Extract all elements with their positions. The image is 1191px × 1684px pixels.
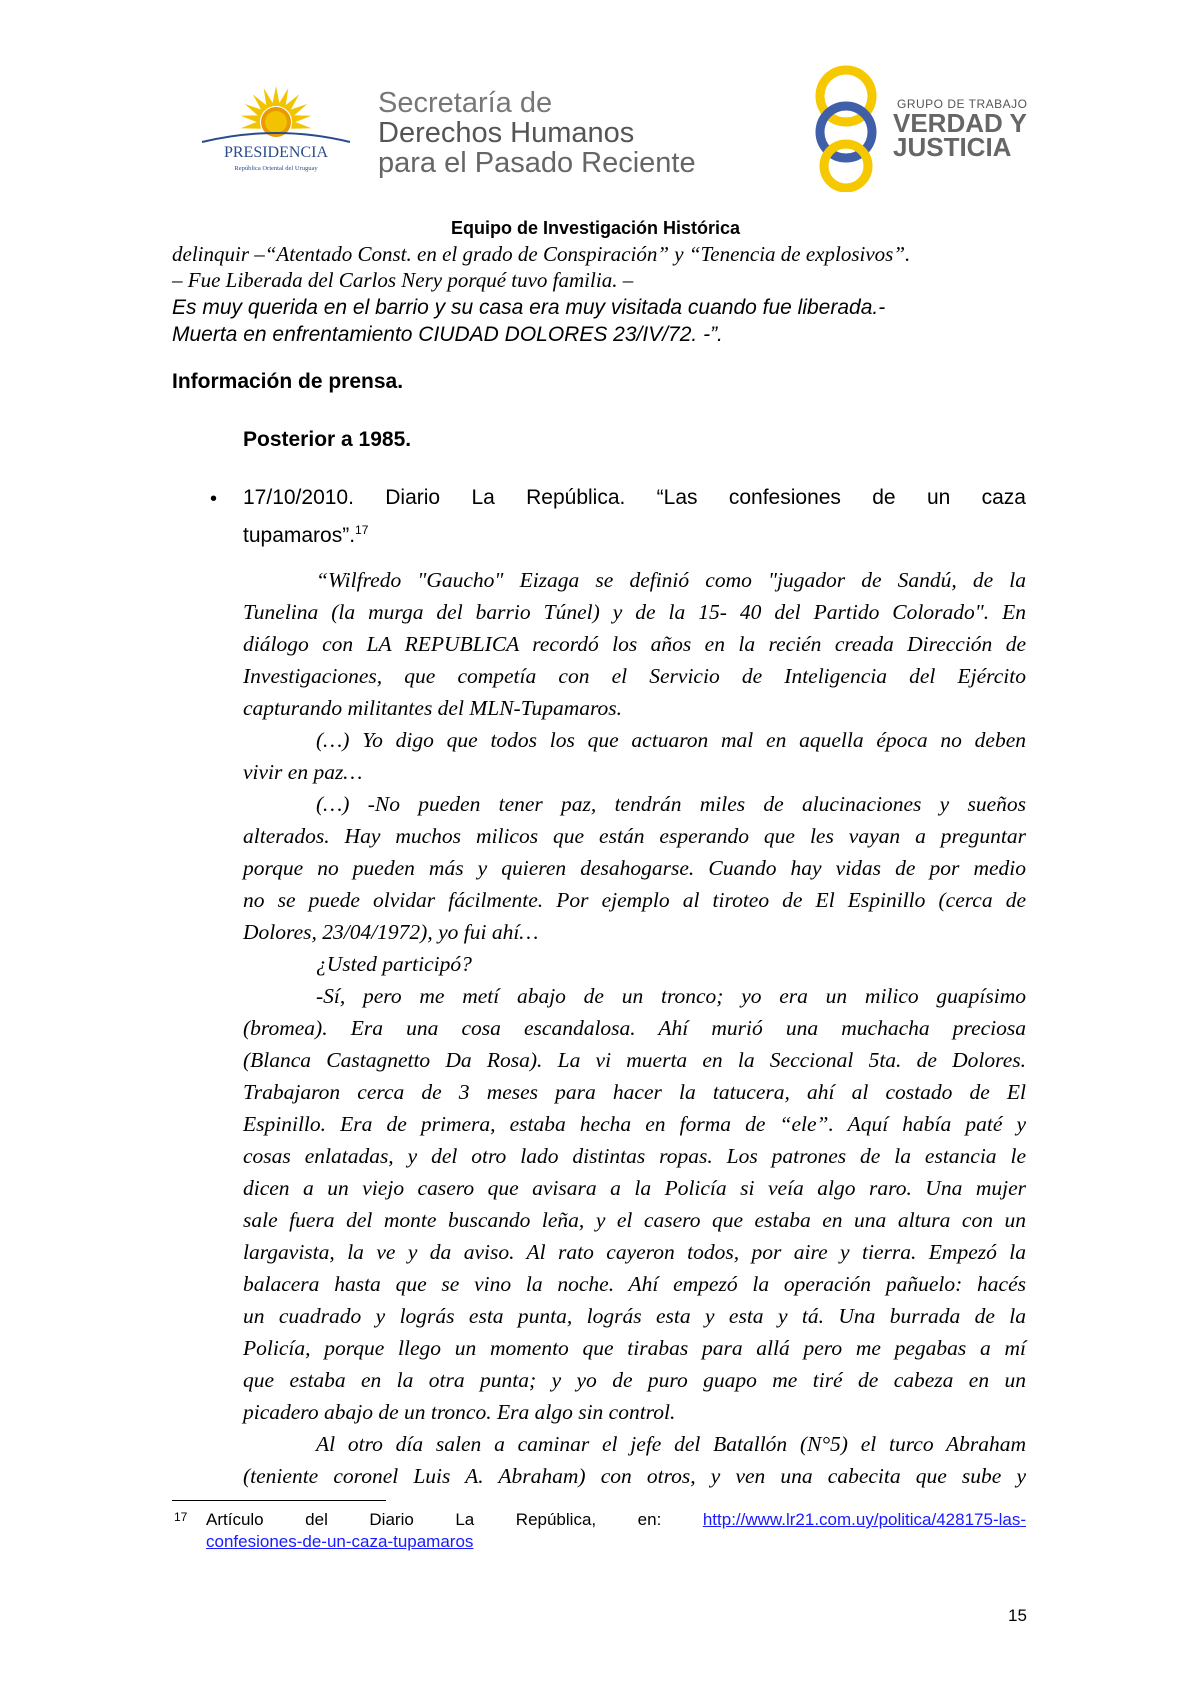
sun-icon: [202, 86, 350, 142]
quote-line: alterados. Hay muchos milicos que están esperando que les vayan a preguntar: [243, 824, 1026, 848]
footnote-link-continued[interactable]: confesiones-de-un-caza-tupamaros: [206, 1532, 474, 1551]
secretaria-line1: Secretaría de: [378, 87, 553, 119]
quote-line: capturando militantes del MLN-Tupamaros.: [243, 696, 623, 720]
footnote-number: 17: [174, 1510, 188, 1524]
presidencia-logo: [196, 84, 356, 180]
subsection-heading: Posterior a 1985.: [243, 428, 412, 451]
quote-line: (teniente coronel Luis A. Abraham) con otros, y ven una cabecita que sube y: [243, 1464, 1026, 1488]
quote-line: picadero abajo de un tronco. Era algo sin control.: [243, 1400, 676, 1424]
quote-line: porque no pueden más y quieren desahogarse. Cuando hay vidas de por medio: [243, 856, 1026, 880]
quote-line: “Wilfredo "Gaucho" Eizaga se definió como "jugador de Sandú, de la: [316, 568, 1026, 592]
quote-line: Trabajaron cerca de 3 meses para hacer la tatucera, ahí al costado de El: [243, 1080, 1026, 1104]
footnote-divider: [172, 1500, 386, 1501]
quote-line: Investigaciones, que competía con el Servicio de Inteligencia del Ejército: [243, 664, 1026, 688]
quote-line: Dolores, 23/04/1972), yo fui ahí…: [243, 920, 539, 944]
quote-line: Al otro día salen a caminar el jefe del Batallón (N°5) el turco Abraham: [316, 1432, 1026, 1456]
quote-line: que estaba en la otra punta; y yo de puro guapo me tiré de cabeza en un: [243, 1368, 1026, 1392]
presidencia-label: PRESIDENCIA: [223, 144, 329, 161]
intro-line: Es muy querida en el barrio y su casa era muy visitada cuando fue liberada.-: [172, 296, 886, 319]
bullet-text: tupamaros”.: [243, 524, 356, 547]
quote-line: cosas enlatadas, y del otro lado distintas ropas. Los patrones de la estancia le: [243, 1144, 1026, 1168]
quote-line: no se puede olvidar fácilmente. Por ejemplo al tiroteo de El Espinillo (cerca de: [243, 888, 1026, 912]
quote-line: vivir en paz…: [243, 760, 363, 784]
quote-line: (…) Yo digo que todos los que actuaron mal en aquella época no deben: [316, 728, 1026, 752]
quote-line: ¿Usted participó?: [316, 952, 472, 976]
quote-line: largavista, la ve y da aviso. Al rato cayeron todos, por aire y tierra. Empezó la: [243, 1240, 1026, 1264]
quote-line: (Blanca Castagnetto Da Rosa). La vi muerta en la Seccional 5ta. de Dolores.: [243, 1048, 1026, 1072]
footnote-link[interactable]: http://www.lr21.com.uy/politica/428175-las-: [702, 1510, 1026, 1529]
bullet-text-line: 17/10/2010. Diario La República. “Las confesiones de un caza: [243, 486, 1026, 509]
bullet-icon: •: [210, 488, 218, 510]
team-title: Equipo de Investigación Histórica: [450, 218, 741, 238]
gtvj-title-line1: VERDAD Y: [893, 108, 1027, 138]
gtvj-small-label: GRUPO DE TRABAJO: [897, 97, 1028, 111]
gtvj-title-line2: JUSTICIA: [893, 132, 1012, 162]
intro-line: delinquir –“Atentado Const. en el grado de Conspiración” y “Tenencia de explosivos”.: [172, 242, 911, 266]
footnote-line1: [206, 1509, 1026, 1531]
secretaria-title: [378, 88, 696, 178]
quote-line: Policía, porque llego un momento que tirabas para allá pero me pegabas a mí: [243, 1336, 1026, 1360]
section-heading: Información de prensa.: [172, 370, 404, 393]
quote-line: un cuadrado y lográs esta punta, lográs esta y esta y tá. Una burrada de la: [243, 1304, 1026, 1328]
quote-line: (…) -No pueden tener paz, tendrán miles de alucinaciones y sueños: [316, 792, 1026, 816]
quote-line: diálogo con LA REPUBLICA recordó los años en la recién creada Dirección de: [243, 632, 1026, 656]
presidencia-sub: República Oriental del Uruguay: [234, 165, 318, 172]
footnote-line2: [206, 1531, 1026, 1553]
intro-line: – Fue Liberada del Carlos Nery porqué tuvo familia. –: [172, 268, 634, 292]
footnote-ref: 17: [355, 523, 369, 537]
intro-line: Muerta en enfrentamiento CIUDAD DOLORES 23/IV/72. -”.: [172, 323, 723, 346]
secretaria-line2: Derechos Humanos: [378, 117, 635, 149]
quote-line: balacera hasta que se vino la noche. Ahí empezó la operación pañuelo: hacés: [243, 1272, 1026, 1296]
quote-line: (bromea). Era una cosa escandalosa. Ahí murió una muchacha preciosa: [243, 1016, 1026, 1040]
quote-line: sale fuera del monte buscando leña, y el casero que estaba en una altura con un: [243, 1208, 1026, 1232]
bullet-text-line2: [243, 516, 1026, 550]
quote-line: dicen a un viejo casero que avisara a la Policía si veía algo raro. Una mujer: [243, 1176, 1026, 1200]
quote-line: Espinillo. Era de primera, estaba hecha en forma de “ele”. Aquí había paté y: [243, 1112, 1026, 1136]
secretaria-line3: para el Pasado Reciente: [378, 147, 696, 179]
quote-line: Tunelina (la murga del barrio Túnel) y de la 15- 40 del Partido Colorado". En: [243, 600, 1026, 624]
page-number: 15: [1008, 1606, 1027, 1625]
footnote-text: Artículo del Diario La República, en:: [206, 1510, 662, 1529]
quote-line: -Sí, pero me metí abajo de un tronco; yo era un milico guapísimo: [316, 984, 1026, 1008]
